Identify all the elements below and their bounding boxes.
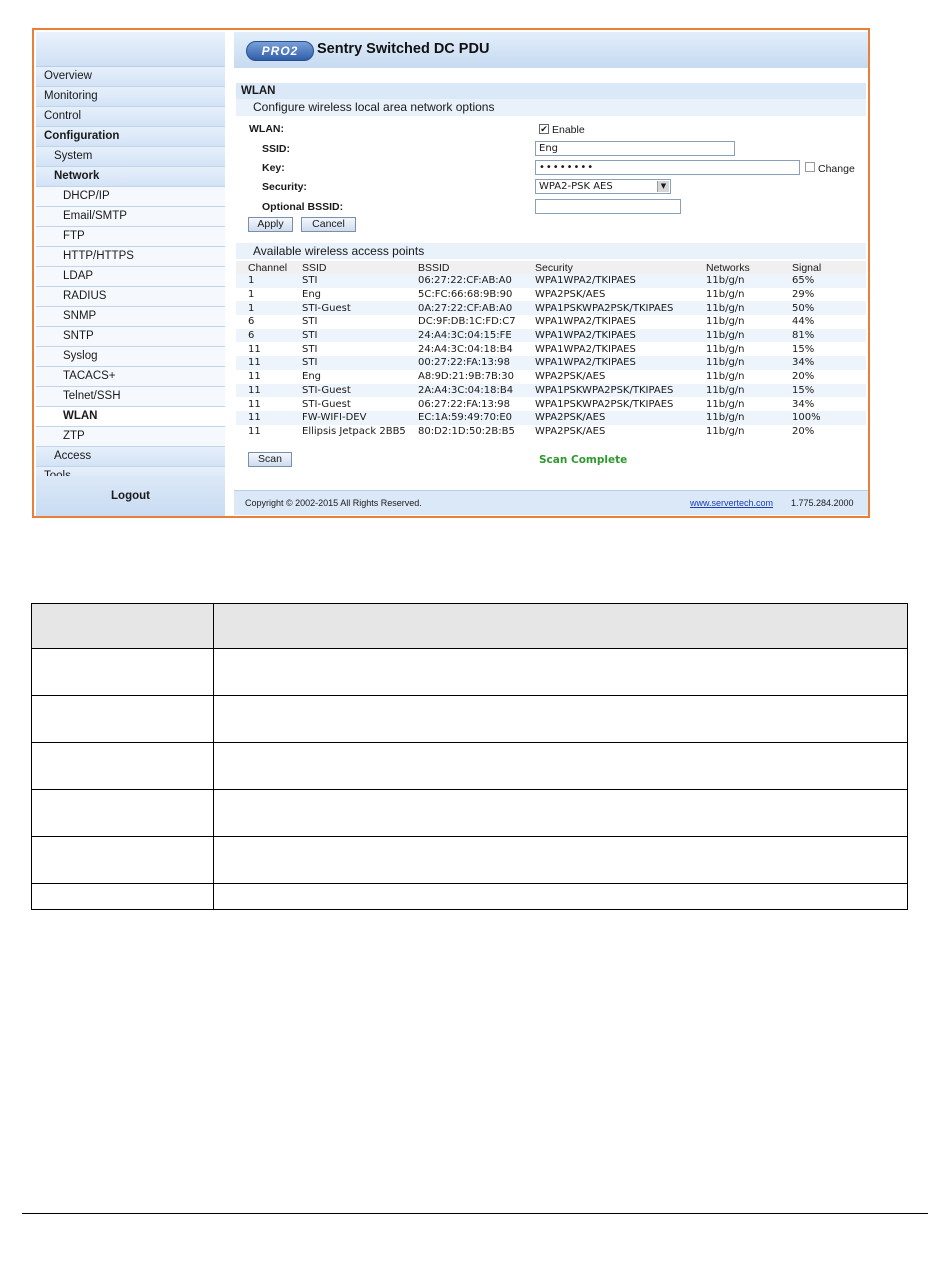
doc-table-cell	[32, 649, 214, 696]
cell-channel: 1	[236, 301, 290, 315]
doc-table-cell	[214, 837, 908, 884]
cell-networks: 11b/g/n	[694, 274, 780, 288]
cell-security: WPA2PSK/AES	[535, 289, 606, 301]
cell-channel: 1	[248, 289, 255, 301]
phone-number: 1.775.284.2000	[791, 498, 854, 508]
cell-security: WPA1WPA2/TKIPAES	[523, 356, 694, 370]
cell-networks: 11b/g/n	[706, 316, 745, 328]
access-points-table	[236, 261, 866, 438]
cell-channel: 11	[236, 411, 290, 425]
cell-signal: 34%	[792, 398, 815, 410]
cell-bssid: A8:9D:21:9B:7B:30	[418, 371, 515, 383]
cell-channel: 1	[236, 274, 290, 288]
cell-channel: 11	[248, 371, 261, 383]
table-row	[236, 397, 866, 411]
cell-signal: 20%	[792, 425, 815, 437]
bssid-input[interactable]	[535, 199, 681, 214]
cell-channel: 11	[248, 425, 261, 437]
cell-signal: 81%	[780, 329, 866, 343]
cell-ssid: STI	[302, 316, 318, 328]
document-table	[31, 603, 908, 910]
sidebar-item-ldap[interactable]: LDAP	[36, 267, 225, 287]
doc-table-cell	[32, 743, 214, 790]
cell-networks: 11b/g/n	[706, 371, 745, 383]
pro2-logo: PRO2	[246, 41, 314, 61]
wlan-label: WLAN:	[249, 123, 284, 135]
bssid-label: Optional BSSID:	[262, 201, 344, 213]
cell-signal: 20%	[792, 371, 815, 383]
cell-ssid: STI-Guest	[302, 398, 351, 410]
security-label: Security:	[262, 181, 307, 193]
cell-bssid: 00:27:22:FA:13:98	[406, 356, 523, 370]
security-select[interactable]	[535, 179, 671, 194]
servertech-link[interactable]: www.servertech.com	[690, 498, 774, 508]
cell-networks: 11b/g/n	[694, 329, 780, 343]
main-content	[234, 68, 868, 488]
cell-networks: 11b/g/n	[694, 356, 780, 370]
sidebar-item-system[interactable]: System	[36, 147, 225, 167]
sidebar-item-control[interactable]: Control	[36, 107, 225, 127]
col-header-bssid: BSSID	[406, 261, 523, 274]
cell-bssid: 2A:A4:3C:04:18:B4	[406, 384, 523, 398]
col-header-signal: Signal	[780, 261, 866, 274]
doc-table-cell	[32, 837, 214, 884]
cell-signal: 50%	[780, 301, 866, 315]
doc-table-cell	[32, 790, 214, 837]
table-row	[236, 370, 866, 384]
doc-table-cell	[214, 884, 908, 910]
cell-ssid: STI	[290, 329, 406, 343]
table-row	[236, 411, 866, 425]
cell-ssid: STI-Guest	[290, 384, 406, 398]
chevron-down-icon[interactable]: ▼	[657, 181, 669, 192]
sidebar-item-http-https[interactable]: HTTP/HTTPS	[36, 247, 225, 267]
cell-networks: 11b/g/n	[694, 411, 780, 425]
doc-table-header-row	[32, 604, 908, 649]
sidebar-item-email-smtp[interactable]: Email/SMTP	[36, 207, 225, 227]
cell-security: WPA1WPA2/TKIPAES	[523, 329, 694, 343]
cell-channel: 6	[248, 316, 255, 328]
doc-table-cell	[214, 649, 908, 696]
sidebar-item-ztp[interactable]: ZTP	[36, 427, 225, 447]
sidebar-item-tacacs[interactable]: TACACS+	[36, 367, 225, 387]
cell-signal: 15%	[792, 343, 815, 355]
sidebar-item-snmp[interactable]: SNMP	[36, 307, 225, 327]
sidebar-item-access[interactable]: Access	[36, 447, 225, 467]
sidebar-header	[36, 32, 225, 67]
logout-button[interactable]: Logout	[36, 476, 225, 516]
cell-ssid: Eng	[302, 289, 322, 301]
sidebar-item-wlan[interactable]: WLAN	[36, 407, 225, 427]
scan-status: Scan Complete	[539, 454, 628, 466]
enable-label: Enable	[552, 124, 585, 136]
doc-table-row	[32, 837, 908, 884]
doc-table-cell	[214, 743, 908, 790]
cell-networks: 11b/g/n	[706, 425, 745, 437]
sidebar-item-ftp[interactable]: FTP	[36, 227, 225, 247]
doc-table-row	[32, 790, 908, 837]
cell-networks: 11b/g/n	[694, 301, 780, 315]
ssid-label: SSID:	[262, 143, 291, 155]
security-select-value: WPA2-PSK AES	[539, 181, 613, 192]
page-subtitle: Configure wireless local area network options	[236, 99, 866, 116]
doc-table-cell	[32, 696, 214, 743]
change-checkbox[interactable]	[805, 162, 815, 172]
cell-bssid: 24:A4:3C:04:15:FE	[406, 329, 523, 343]
cell-channel: 11	[236, 384, 290, 398]
cell-ssid: FW-WIFI-DEV	[290, 411, 406, 425]
doc-table-header-cell	[32, 604, 214, 649]
sidebar-item-radius[interactable]: RADIUS	[36, 287, 225, 307]
cell-networks: 11b/g/n	[694, 384, 780, 398]
sidebar-item-sntp[interactable]: SNTP	[36, 327, 225, 347]
cell-bssid: 80:D2:1D:50:2B:B5	[418, 425, 515, 437]
table-row	[236, 329, 866, 343]
doc-table-cell	[214, 790, 908, 837]
cell-security: WPA1PSKWPA2PSK/TKIPAES	[535, 398, 674, 410]
cell-networks: 11b/g/n	[706, 289, 745, 301]
table-row	[236, 356, 866, 370]
change-label: Change	[818, 163, 855, 175]
cell-security: WPA1WPA2/TKIPAES	[523, 274, 694, 288]
apply-button[interactable]: Apply	[248, 217, 293, 232]
cell-bssid: DC:9F:DB:1C:FD:C7	[418, 316, 516, 328]
cell-security: WPA1PSKWPA2PSK/TKIPAES	[523, 301, 694, 315]
sidebar-item-configuration[interactable]: Configuration	[36, 127, 225, 147]
cell-networks: 11b/g/n	[706, 343, 745, 355]
cell-channel: 11	[248, 343, 261, 355]
col-header-networks: Networks	[694, 261, 780, 274]
sidebar-nav	[36, 32, 225, 516]
doc-table-row	[32, 696, 908, 743]
col-header-channel: Channel	[236, 261, 290, 274]
cell-bssid: 06:27:22:FA:13:98	[418, 398, 510, 410]
cell-ssid: Eng	[302, 371, 322, 383]
cell-security: WPA2PSK/AES	[535, 371, 606, 383]
table-row	[236, 342, 866, 356]
table-row	[236, 274, 866, 288]
cancel-button[interactable]: Cancel	[301, 217, 356, 232]
doc-table-header-cell	[214, 604, 908, 649]
cell-signal: 100%	[780, 411, 866, 425]
key-label: Key:	[262, 162, 285, 174]
cell-ssid: STI-Guest	[290, 301, 406, 315]
doc-table-cell	[214, 696, 908, 743]
sidebar-item-telnet-ssh[interactable]: Telnet/SSH	[36, 387, 225, 407]
cell-channel: 11	[248, 398, 261, 410]
cell-security: WPA1WPA2/TKIPAES	[535, 316, 636, 328]
table-row	[236, 288, 866, 302]
cell-bssid: 0A:27:22:CF:AB:A0	[406, 301, 523, 315]
cell-security: WPA1WPA2/TKIPAES	[535, 343, 636, 355]
product-title: Sentry Switched DC PDU	[317, 41, 490, 57]
cell-bssid: 06:27:22:CF:AB:A0	[406, 274, 523, 288]
cell-security: WPA1PSKWPA2PSK/TKIPAES	[523, 384, 694, 398]
cell-channel: 6	[236, 329, 290, 343]
sidebar-item-network[interactable]: Network	[36, 167, 225, 187]
cell-ssid: Ellipsis Jetpack 2BB5	[302, 425, 406, 437]
cell-ssid: STI	[290, 274, 406, 288]
sidebar-item-monitoring[interactable]: Monitoring	[36, 87, 225, 107]
table-row	[236, 301, 866, 315]
cell-bssid: 5C:FC:66:68:9B:90	[418, 289, 513, 301]
cell-bssid: EC:1A:59:49:70:E0	[406, 411, 523, 425]
key-input[interactable]: ••••••••	[535, 160, 800, 175]
screenshot-frame	[32, 28, 870, 518]
doc-table-cell	[32, 884, 214, 910]
table-row	[236, 425, 866, 439]
app-header	[234, 32, 868, 69]
table-header-row	[236, 261, 866, 274]
available-ap-heading: Available wireless access points	[236, 243, 866, 259]
app-footer	[234, 490, 868, 515]
doc-table-row	[32, 649, 908, 696]
cell-ssid: STI	[302, 343, 318, 355]
doc-table-row	[32, 884, 908, 910]
ssid-input[interactable]: Eng	[535, 141, 735, 156]
cell-signal: 65%	[780, 274, 866, 288]
copyright-text: Copyright © 2002-2015 All Rights Reserved.	[245, 498, 422, 508]
cell-signal: 44%	[792, 316, 815, 328]
cell-signal: 29%	[792, 289, 815, 301]
sidebar-item-overview[interactable]: Overview	[36, 67, 225, 87]
table-row	[236, 315, 866, 329]
page-title: WLAN	[236, 83, 866, 99]
sidebar-item-dhcp-ip[interactable]: DHCP/IP	[36, 187, 225, 207]
cell-signal: 15%	[780, 384, 866, 398]
col-header-security: Security	[523, 261, 694, 274]
col-header-ssid: SSID	[290, 261, 406, 274]
cell-networks: 11b/g/n	[706, 398, 745, 410]
doc-table-row	[32, 743, 908, 790]
cell-ssid: STI	[290, 356, 406, 370]
page-footer-rule	[22, 1213, 928, 1214]
cell-security: WPA2PSK/AES	[523, 411, 694, 425]
table-row	[236, 384, 866, 398]
scan-button[interactable]: Scan	[248, 452, 292, 467]
cell-bssid: 24:A4:3C:04:18:B4	[418, 343, 513, 355]
sidebar-item-syslog[interactable]: Syslog	[36, 347, 225, 367]
cell-channel: 11	[236, 356, 290, 370]
cell-security: WPA2PSK/AES	[535, 425, 606, 437]
cell-signal: 34%	[780, 356, 866, 370]
enable-checkbox[interactable]: ✔	[540, 124, 548, 134]
